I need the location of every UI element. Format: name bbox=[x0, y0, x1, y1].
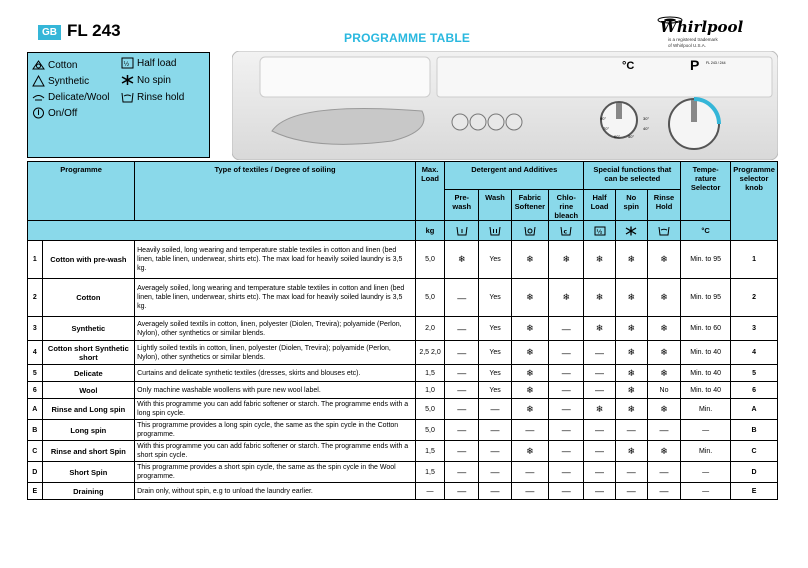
row-max-load: 1,5 bbox=[415, 441, 444, 462]
row-softener: — bbox=[511, 483, 548, 500]
row-half-load: — bbox=[584, 365, 615, 382]
header-detergent: Detergent and Additives bbox=[445, 162, 584, 190]
row-bleach: — bbox=[549, 441, 584, 462]
nospin-icon-cell bbox=[615, 221, 647, 241]
row-programme: Short Spin bbox=[42, 462, 135, 483]
delicate-icon bbox=[32, 91, 45, 103]
table-row bbox=[28, 420, 778, 441]
half-icon-cell bbox=[584, 221, 615, 241]
power-icon bbox=[32, 107, 45, 119]
row-softener: ❄ bbox=[511, 317, 548, 341]
row-bleach: — bbox=[549, 420, 584, 441]
row-description: Drain only, without spin, e.g to unload the laundry earlier. bbox=[135, 483, 416, 500]
legend-halfload bbox=[121, 57, 176, 69]
page-title: PROGRAMME TABLE bbox=[344, 31, 471, 45]
legend-delicate bbox=[32, 91, 110, 103]
row-bleach: — bbox=[549, 382, 584, 399]
row-half-load: — bbox=[584, 420, 615, 441]
row-bleach: — bbox=[549, 399, 584, 420]
row-temperature: — bbox=[681, 420, 731, 441]
row-prewash: — bbox=[445, 317, 479, 341]
row-temperature: Min. to 40 bbox=[681, 365, 731, 382]
row-bleach: — bbox=[549, 483, 584, 500]
row-prewash: — bbox=[445, 441, 479, 462]
trademark-line-2: of Whirlpool U.S.A. bbox=[668, 43, 707, 48]
row-wash: — bbox=[479, 420, 511, 441]
row-half-load: ❄ bbox=[584, 399, 615, 420]
prewash-icon-cell bbox=[445, 221, 479, 241]
programme-table-body bbox=[28, 241, 778, 500]
header-temp-unit: °C bbox=[681, 221, 731, 241]
dial-30: 30° bbox=[643, 116, 650, 121]
no-spin-icon bbox=[121, 74, 134, 86]
row-knob: 6 bbox=[731, 382, 778, 399]
row-bleach: — bbox=[549, 317, 584, 341]
row-programme: Rinse and Long spin bbox=[42, 399, 135, 420]
row-description: Averagely soiled, long wearing and temperature stable textiles in cotton and linen (bed linen, table linen, underwear, shirts etc). The max load for heavily soiled laundry is 3,5 kg. bbox=[135, 279, 416, 317]
row-programme: Cotton short Synthetic short bbox=[42, 341, 135, 365]
row-number: 5 bbox=[28, 365, 43, 382]
table-row bbox=[28, 441, 778, 462]
header-bleach: Chlo- rine bleach bbox=[549, 190, 584, 221]
row-wash: Yes bbox=[479, 365, 511, 382]
legend-nospin-label: No spin bbox=[137, 74, 171, 86]
programme-table bbox=[27, 161, 778, 500]
header-softener: Fabric Softener bbox=[511, 190, 548, 221]
svg-text:c: c bbox=[563, 228, 568, 235]
header-spacer bbox=[28, 221, 416, 241]
row-half-load: — bbox=[584, 382, 615, 399]
row-knob: D bbox=[731, 462, 778, 483]
dial-90: 90° bbox=[600, 116, 607, 121]
legend-rinsehold bbox=[121, 91, 184, 103]
dial-70: 70° bbox=[603, 126, 610, 131]
wash-icon-cell bbox=[479, 221, 511, 241]
header-knob: Programme selector knob bbox=[731, 162, 778, 241]
header-special: Special functions that can be selected bbox=[584, 162, 681, 190]
row-no-spin: — bbox=[615, 420, 647, 441]
header-temp: Tempe- rature Selector bbox=[681, 162, 731, 221]
row-no-spin: ❄ bbox=[615, 241, 647, 279]
row-wash: Yes bbox=[479, 341, 511, 365]
row-rinse-hold: — bbox=[647, 483, 680, 500]
synthetic-icon bbox=[32, 75, 45, 87]
row-no-spin: ❄ bbox=[615, 279, 647, 317]
panel-model: FL 243 / 244 bbox=[706, 61, 726, 65]
row-programme: Cotton bbox=[42, 279, 135, 317]
row-half-load: — bbox=[584, 462, 615, 483]
row-wash: Yes bbox=[479, 382, 511, 399]
row-programme: Rinse and short Spin bbox=[42, 441, 135, 462]
row-knob: 1 bbox=[731, 241, 778, 279]
panel-temp-unit: °C bbox=[622, 60, 635, 72]
row-max-load: 1,0 bbox=[415, 382, 444, 399]
row-softener: ❄ bbox=[511, 365, 548, 382]
softener-icon-cell bbox=[511, 221, 548, 241]
row-rinse-hold: ❄ bbox=[647, 317, 680, 341]
row-knob: 5 bbox=[731, 365, 778, 382]
table-row bbox=[28, 341, 778, 365]
row-knob: 2 bbox=[731, 279, 778, 317]
row-description: Lightly soiled textils in cotton, linen, polyester (Diolen, Trevira); polyamide (Perlon, Nylon), other synthetics or similar blends. bbox=[135, 341, 416, 365]
header-rinse: Rinse Hold bbox=[647, 190, 680, 221]
row-bleach: — bbox=[549, 341, 584, 365]
row-no-spin: — bbox=[615, 462, 647, 483]
row-programme: Cotton with pre-wash bbox=[42, 241, 135, 279]
table-row bbox=[28, 462, 778, 483]
header-programme: Programme bbox=[28, 162, 135, 221]
row-no-spin: — bbox=[615, 483, 647, 500]
row-description: With this programme you can add fabric softener or starch. The programme ends with a short spin cycle. bbox=[135, 441, 416, 462]
header-half: Half Load bbox=[584, 190, 615, 221]
row-description: Curtains and delicate synthetic textiles (dresses, skirts and blouses etc). bbox=[135, 365, 416, 382]
row-prewash: — bbox=[445, 341, 479, 365]
dial-60: 60° bbox=[614, 134, 621, 139]
row-half-load: — bbox=[584, 441, 615, 462]
table-row bbox=[28, 399, 778, 420]
row-number: 6 bbox=[28, 382, 43, 399]
table-row bbox=[28, 483, 778, 500]
row-knob: B bbox=[731, 420, 778, 441]
rinse-icon-cell bbox=[647, 221, 680, 241]
wash-icon bbox=[489, 226, 501, 236]
row-max-load: 1,5 bbox=[415, 462, 444, 483]
header-prewash: Pre- wash bbox=[445, 190, 479, 221]
header-type: Type of textiles / Degree of soiling bbox=[135, 162, 416, 221]
row-max-load: 2,0 bbox=[415, 317, 444, 341]
half-load-icon bbox=[594, 226, 606, 236]
row-temperature: Min. to 40 bbox=[681, 341, 731, 365]
no-spin-icon bbox=[625, 226, 637, 236]
row-temperature: Min. to 60 bbox=[681, 317, 731, 341]
row-rinse-hold: No bbox=[647, 382, 680, 399]
row-max-load: 1,5 bbox=[415, 365, 444, 382]
symbol-legend bbox=[27, 52, 210, 158]
trademark-line-1: is a registered trademark bbox=[668, 37, 718, 42]
row-number: E bbox=[28, 483, 43, 500]
row-temperature: — bbox=[681, 483, 731, 500]
row-prewash: — bbox=[445, 279, 479, 317]
legend-cotton bbox=[32, 59, 77, 71]
row-temperature: Min. to 95 bbox=[681, 279, 731, 317]
row-wash: Yes bbox=[479, 279, 511, 317]
row-wash: — bbox=[479, 441, 511, 462]
legend-nospin bbox=[121, 74, 171, 86]
row-rinse-hold: ❄ bbox=[647, 399, 680, 420]
row-half-load: ❄ bbox=[584, 317, 615, 341]
row-temperature: — bbox=[681, 462, 731, 483]
row-softener: ❄ bbox=[511, 441, 548, 462]
row-prewash: — bbox=[445, 462, 479, 483]
table-row bbox=[28, 279, 778, 317]
row-description: Averagely soiled textils in cotton, linen, polyester (Diolen, Trevira); polyamide (Perlon, Nylon), other synthetics or similar blends. bbox=[135, 317, 416, 341]
row-programme: Delicate bbox=[42, 365, 135, 382]
row-prewash: — bbox=[445, 483, 479, 500]
table-row bbox=[28, 241, 778, 279]
row-temperature: Min. to 95 bbox=[681, 241, 731, 279]
row-max-load: 5,0 bbox=[415, 241, 444, 279]
row-number: 3 bbox=[28, 317, 43, 341]
row-softener: ❄ bbox=[511, 241, 548, 279]
row-no-spin: ❄ bbox=[615, 382, 647, 399]
row-wash: — bbox=[479, 462, 511, 483]
row-prewash: — bbox=[445, 399, 479, 420]
row-no-spin: ❄ bbox=[615, 365, 647, 382]
svg-text:½: ½ bbox=[123, 61, 130, 68]
row-wash: — bbox=[479, 483, 511, 500]
row-half-load: ❄ bbox=[584, 241, 615, 279]
row-no-spin: ❄ bbox=[615, 341, 647, 365]
row-knob: C bbox=[731, 441, 778, 462]
legend-rinsehold-label: Rinse hold bbox=[137, 91, 185, 103]
row-max-load: 5,0 bbox=[415, 399, 444, 420]
row-softener: ❄ bbox=[511, 399, 548, 420]
row-wash: Yes bbox=[479, 317, 511, 341]
row-no-spin: ❄ bbox=[615, 441, 647, 462]
row-temperature: Min. bbox=[681, 399, 731, 420]
row-bleach: ❄ bbox=[549, 279, 584, 317]
row-knob: 4 bbox=[731, 341, 778, 365]
row-half-load: ❄ bbox=[584, 279, 615, 317]
row-bleach: — bbox=[549, 462, 584, 483]
row-max-load: 2,5 2,0 bbox=[415, 341, 444, 365]
svg-text:½: ½ bbox=[596, 229, 602, 235]
row-bleach: ❄ bbox=[549, 241, 584, 279]
row-description: This programme provides a long spin cycle, the same as the spin cycle in the Cotton programme. bbox=[135, 420, 416, 441]
legend-onoff-label: On/Off bbox=[48, 107, 78, 119]
row-number: 2 bbox=[28, 279, 43, 317]
row-no-spin: ❄ bbox=[615, 399, 647, 420]
header-maxload: Max. Load bbox=[415, 162, 444, 221]
row-softener: ❄ bbox=[511, 279, 548, 317]
row-softener: ❄ bbox=[511, 382, 548, 399]
row-description: With this programme you can add fabric softener or starch. The programme ends with a long spin cycle. bbox=[135, 399, 416, 420]
row-number: D bbox=[28, 462, 43, 483]
dial-40: 40° bbox=[643, 126, 650, 131]
model-title: FL 243 bbox=[67, 21, 121, 40]
row-programme: Long spin bbox=[42, 420, 135, 441]
row-bleach: — bbox=[549, 365, 584, 382]
row-description: Only machine washable woollens with pure new wool label. bbox=[135, 382, 416, 399]
row-temperature: Min. bbox=[681, 441, 731, 462]
row-prewash: — bbox=[445, 365, 479, 382]
legend-cotton-label: Cotton bbox=[48, 59, 78, 71]
row-no-spin: ❄ bbox=[615, 317, 647, 341]
row-softener: — bbox=[511, 420, 548, 441]
row-programme: Wool bbox=[42, 382, 135, 399]
row-knob: 3 bbox=[731, 317, 778, 341]
legend-synthetic-label: Synthetic bbox=[48, 75, 90, 87]
legend-delicate-label: Delicate/Wool bbox=[48, 91, 110, 103]
row-programme: Synthetic bbox=[42, 317, 135, 341]
row-rinse-hold: ❄ bbox=[647, 279, 680, 317]
row-description: This programme provides a short spin cycle, the same as the spin cycle in the Wool programme. bbox=[135, 462, 416, 483]
row-rinse-hold: ❄ bbox=[647, 365, 680, 382]
bleach-icon bbox=[560, 226, 572, 236]
row-prewash: — bbox=[445, 420, 479, 441]
header-wash: Wash bbox=[479, 190, 511, 221]
panel-knob-letter: P bbox=[690, 57, 700, 73]
row-max-load: 5,0 bbox=[415, 420, 444, 441]
table-row bbox=[28, 382, 778, 399]
softener-icon bbox=[524, 226, 536, 236]
rinse-hold-icon bbox=[658, 226, 670, 236]
row-knob: A bbox=[731, 399, 778, 420]
row-softener: — bbox=[511, 462, 548, 483]
rinse-hold-icon bbox=[121, 91, 134, 103]
table-row bbox=[28, 317, 778, 341]
row-temperature: Min. to 40 bbox=[681, 382, 731, 399]
row-number: A bbox=[28, 399, 43, 420]
row-description: Heavily soiled, long wearing and temperature stable textiles in cotton and linen (bed linen, table linen, underwear, shirts etc). The max load for heavily soiled laundry is 3,5 kg. bbox=[135, 241, 416, 279]
row-prewash: — bbox=[445, 382, 479, 399]
legend-halfload-label: Half load bbox=[137, 57, 177, 69]
row-wash: — bbox=[479, 399, 511, 420]
cotton-icon bbox=[32, 59, 45, 71]
legend-onoff bbox=[32, 107, 77, 119]
row-max-load: 5,0 bbox=[415, 279, 444, 317]
prewash-icon bbox=[456, 226, 468, 236]
row-programme: Draining bbox=[42, 483, 135, 500]
row-half-load: — bbox=[584, 483, 615, 500]
row-knob: E bbox=[731, 483, 778, 500]
header-kg: kg bbox=[415, 221, 444, 241]
row-rinse-hold: ❄ bbox=[647, 441, 680, 462]
row-number: C bbox=[28, 441, 43, 462]
row-wash: Yes bbox=[479, 241, 511, 279]
half-load-icon bbox=[121, 57, 134, 69]
row-number: B bbox=[28, 420, 43, 441]
row-rinse-hold: — bbox=[647, 462, 680, 483]
legend-synthetic bbox=[32, 75, 89, 87]
row-softener: ❄ bbox=[511, 341, 548, 365]
row-rinse-hold: — bbox=[647, 420, 680, 441]
row-number: 4 bbox=[28, 341, 43, 365]
table-row bbox=[28, 365, 778, 382]
brand-name: Whirlpool bbox=[660, 18, 744, 36]
row-prewash: ❄ bbox=[445, 241, 479, 279]
dial-50: 50° bbox=[628, 134, 635, 139]
row-max-load: — bbox=[415, 483, 444, 500]
header-nospin: No spin bbox=[615, 190, 647, 221]
language-badge: GB bbox=[38, 25, 61, 40]
row-half-load: — bbox=[584, 341, 615, 365]
bleach-icon-cell bbox=[549, 221, 584, 241]
row-number: 1 bbox=[28, 241, 43, 279]
row-rinse-hold: ❄ bbox=[647, 341, 680, 365]
row-rinse-hold: ❄ bbox=[647, 241, 680, 279]
